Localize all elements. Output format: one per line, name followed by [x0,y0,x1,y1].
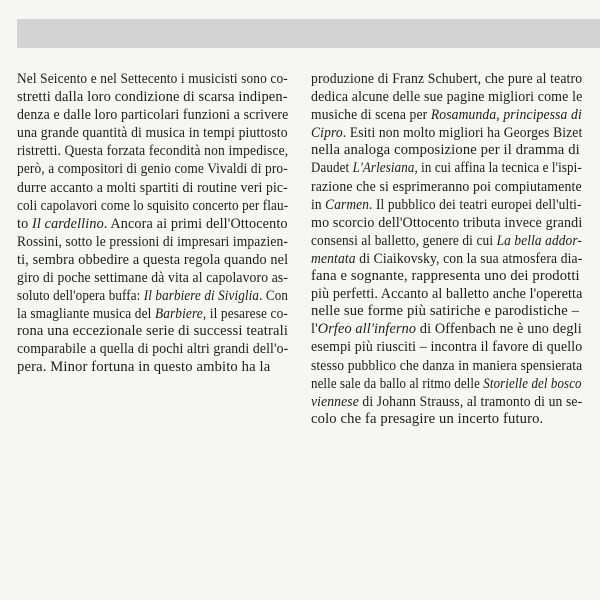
text-run: razione che si esprimeranno poi compiutamente [311,178,582,195]
title-italic: Rosamunda, principessa di [430,107,582,124]
text-run: esempi più riusciti – incontra il favore di quello [311,339,583,356]
text-line [311,179,582,196]
text-line [311,321,582,338]
text-run: . Esiti non molto migliori ha Georges Bizet [342,125,583,142]
text-line [17,198,288,215]
text-run: la smagliante musica del [17,306,155,323]
text-run: . Con [259,288,289,305]
text-run: l' [311,321,318,338]
text-line [311,286,582,303]
text-line [311,215,582,232]
text-line [311,142,582,159]
text-line [17,143,288,160]
title-italic: mentata [311,250,356,267]
text-run: consensi al balletto, genere di cui [311,232,497,249]
text-run: però, a compositori di genio come Vivaldi di pro- [17,161,288,178]
text-run: stretti dalla loro condizione di scarsa indipen- [17,89,288,106]
text-run: ristretti. Questa forzata fecondità non impedisce, [17,143,289,160]
text-line [311,394,582,411]
text-run: ti, sembra obbedire a questa regola quando nel [17,251,289,268]
text-run: più perfetti. Accanto al balletto anche l'operetta [311,286,583,303]
text-line [17,216,288,233]
text-run: . Il pubblico dei teatri europei dell'ulti- [369,196,582,213]
text-run: pera. Minor fortuna in questo ambito ha la [17,358,271,375]
text-run: una grande quantità di musica in tempi piuttosto [17,125,288,142]
text-run: stesso pubblico che danza in maniera spensierata [311,357,583,374]
title-italic: La bella addor- [496,232,582,249]
text-line [311,89,582,106]
text-run: Rossini, sotto le pressioni di impresari impazien- [17,233,289,250]
title-italic: Il cardellino [32,215,104,232]
text-line [311,339,582,356]
text-run: denza e dalle loro particolari funzioni a scrivere [17,107,289,124]
text-run: , il pesarese co- [202,306,288,323]
text-line [311,411,582,428]
text-run: produzione di Franz Schubert, che pure al teatro [311,71,583,87]
text-line [311,358,582,375]
text-line [17,288,288,305]
text-run: durre accanto a molti spartiti di routine veri pic- [17,179,288,196]
text-line [17,306,288,323]
text-run: di Ciaikovsky, con la sua atmosfera dia- [355,250,583,267]
text-run: rona una eccezionale serie di successi teatrali [17,323,289,340]
text-line [311,160,582,177]
text-run: comparabile a quella di pochi altri grandi dell'o- [17,341,289,358]
text-run: to [17,215,33,232]
text-run: di Johann Strauss, al tramonto di un se- [358,393,583,410]
text-run: nelle sue forme più satiriche e parodistiche – [311,303,580,320]
text-run: nelle sale da ballo al ritmo delle [311,375,484,392]
text-run: colo che fa presagire un incerto futuro. [311,410,544,427]
left-column [17,70,288,376]
text-run: fana e sognante, rappresenta uno dei prodotti [311,268,580,285]
title-italic: Barbiere [154,306,203,323]
text-run: coli capolavori come lo squisito concerto per flau- [17,197,289,214]
text-line [17,89,288,106]
text-line [17,125,288,142]
text-run: Daudet [311,160,353,177]
title-italic: Il barbiere di Siviglia [143,288,260,305]
text-line [17,252,288,269]
title-italic: Cipro [311,125,343,142]
text-run: Nel Seicento e nel Settecento i musicisti sono co- [17,71,288,87]
text-line [17,180,288,197]
text-line [311,376,582,393]
text-line [311,303,582,320]
text-run: dedica alcune delle sue pagine migliori come le [311,89,583,106]
title-italic: viennese [311,393,359,410]
text-line [17,234,288,251]
text-line [17,323,288,340]
text-line [311,197,582,214]
title-italic: Storielle del bosco [483,375,582,392]
header-decorative-band [17,19,600,48]
text-line [311,233,582,250]
text-run: mo scorcio dell'Ottocento tributa invece grandi [311,214,583,231]
text-line [311,125,582,142]
text-run: musiche di scena per [311,107,431,124]
text-line [311,251,582,268]
text-run: in [311,196,326,213]
title-italic: Carmen [325,196,370,213]
text-run: giro di poche settimane dà vita al capolavoro as- [17,270,289,287]
text-run: soluto dell'opera buffa: [17,288,144,305]
title-italic: L'Arlesiana [352,160,415,177]
text-line [311,107,582,124]
text-line [17,341,288,358]
text-run: , in cui affina la tecnica e l'ispi- [414,160,582,177]
text-line [17,107,288,124]
text-line [17,161,288,178]
article-body [17,70,582,428]
text-line [311,71,582,88]
text-line [311,268,582,285]
text-line [17,71,288,88]
title-italic: Orfeo all'inferno [317,321,417,338]
text-run: di Offenbach ne è uno degli [416,321,582,338]
text-line [17,359,288,376]
text-line [17,270,288,287]
right-column [311,70,582,428]
text-run: nella analoga composizione per il dramma di [311,142,580,159]
text-run: . Ancora ai primi dell'Ottocento [103,215,288,232]
